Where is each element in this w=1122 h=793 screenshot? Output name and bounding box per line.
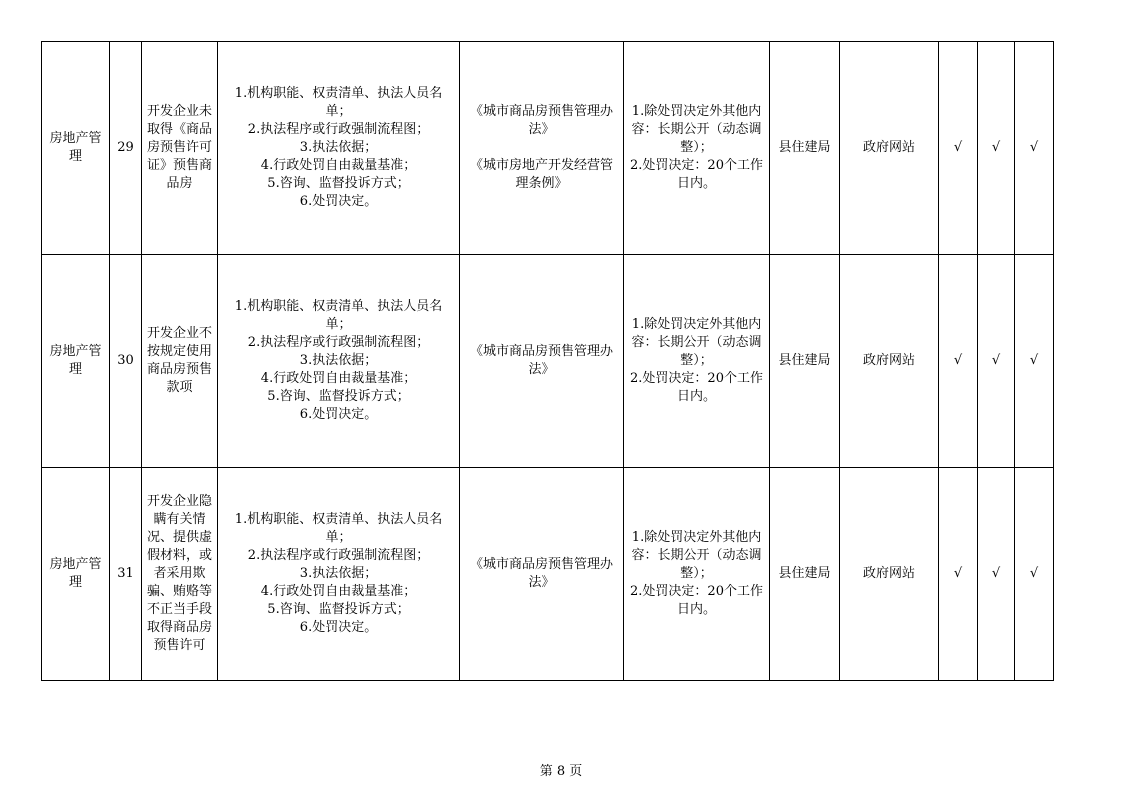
check-cell: √ [939,42,978,255]
category-cell: 房地产管理 [42,255,110,468]
item-cell: 开发企业未取得《商品房预售许可证》预售商品房 [142,42,218,255]
check-cell: √ [978,255,1015,468]
content-line: 4.行政处罚自由裁量基准； [260,584,417,599]
content-line: 5.咨询、监督投诉方式； [267,389,410,404]
category-cell: 房地产管理 [42,468,110,681]
content-cell [218,255,460,468]
time-line: 1.除处罚决定外其他内容：长期公开（动态调整）； [631,530,762,581]
check-cell: √ [1015,255,1054,468]
table-row [42,42,1054,255]
check-cell: √ [939,468,978,681]
content-cell [218,42,460,255]
content-line: 6.处罚决定。 [299,194,378,209]
time-line: 2.处罚决定：20个工作日内。 [630,584,763,617]
content-line: 3.执法依据； [299,353,378,368]
time-cell [624,255,770,468]
subject-cell: 县住建局 [770,468,840,681]
content-line: 2.执法程序或行政强制流程图； [247,548,430,563]
disclosure-table [41,41,1054,681]
basis-line: 《城市房地产开发经营管理条例》 [469,158,613,191]
check-cell: √ [939,255,978,468]
category-cell: 房地产管理 [42,42,110,255]
basis-cell [460,42,624,255]
content-line: 6.处罚决定。 [299,620,378,635]
table-row [42,468,1054,681]
time-line: 1.除处罚决定外其他内容：长期公开（动态调整）； [631,317,762,368]
basis-line: 《城市商品房预售管理办法》 [469,344,613,377]
basis-cell [460,468,624,681]
page-number: 第 8 页 [539,764,583,779]
content-line: 4.行政处罚自由裁量基准； [260,158,417,173]
time-cell [624,468,770,681]
content-line: 1.机构职能、权责清单、执法人员名单； [234,299,443,332]
number-cell: 30 [110,255,142,468]
number-cell: 29 [110,42,142,255]
basis-line: 《城市商品房预售管理办法》 [469,557,613,590]
content-line: 2.执法程序或行政强制流程图； [247,122,430,137]
time-line: 2.处罚决定：20个工作日内。 [630,158,763,191]
subject-cell: 县住建局 [770,42,840,255]
content-line: 4.行政处罚自由裁量基准； [260,371,417,386]
number-cell: 31 [110,468,142,681]
content-line: 1.机构职能、权责清单、执法人员名单； [234,86,443,119]
item-cell: 开发企业隐瞒有关情况、提供虚假材料，或者采用欺骗、贿赂等不正当手段取得商品房预售许可 [142,468,218,681]
time-line: 1.除处罚决定外其他内容：长期公开（动态调整）； [631,104,762,155]
check-cell: √ [1015,42,1054,255]
channel-cell: 政府网站 [840,468,939,681]
content-line: 3.执法依据； [299,140,378,155]
item-cell: 开发企业不按规定使用商品房预售款项 [142,255,218,468]
content-line: 6.处罚决定。 [299,407,378,422]
content-line: 3.执法依据； [299,566,378,581]
check-cell: √ [978,468,1015,681]
basis-line: 《城市商品房预售管理办法》 [469,104,613,137]
content-line: 1.机构职能、权责清单、执法人员名单； [234,512,443,545]
subject-cell: 县住建局 [770,255,840,468]
basis-cell [460,255,624,468]
content-line: 5.咨询、监督投诉方式； [267,602,410,617]
content-cell [218,468,460,681]
content-line: 5.咨询、监督投诉方式； [267,176,410,191]
check-cell: √ [1015,468,1054,681]
time-cell [624,42,770,255]
content-line: 2.执法程序或行政强制流程图； [247,335,430,350]
table-row [42,255,1054,468]
time-line: 2.处罚决定：20个工作日内。 [630,371,763,404]
check-cell: √ [978,42,1015,255]
channel-cell: 政府网站 [840,42,939,255]
channel-cell: 政府网站 [840,255,939,468]
